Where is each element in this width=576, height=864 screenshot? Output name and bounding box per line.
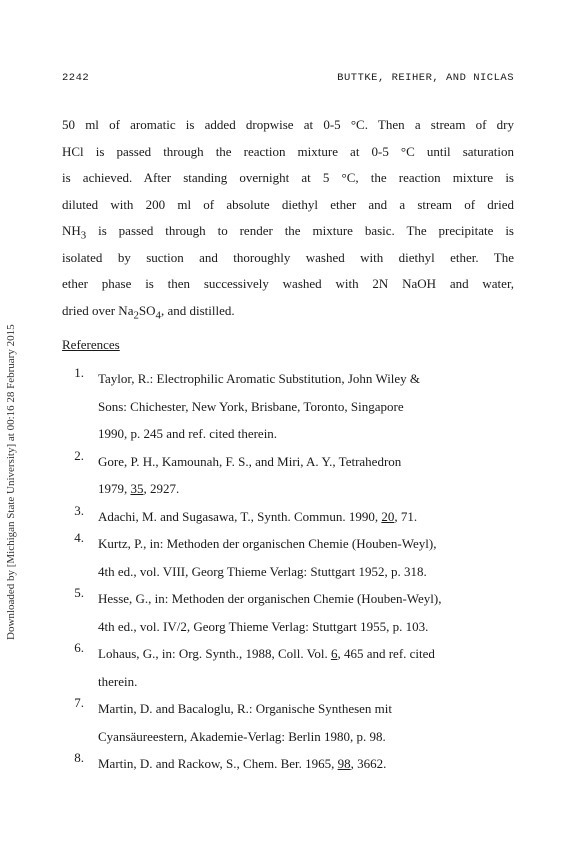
- reference-number: 6.: [74, 640, 84, 655]
- reference-item: [62, 365, 532, 448]
- references-heading: References: [62, 337, 120, 352]
- reference-number: 7.: [74, 695, 84, 710]
- reference-number: 1.: [74, 365, 84, 380]
- reference-line: Cyansäureestern, Akademie-Verlag: Berlin 1980, p. 98.: [98, 728, 386, 744]
- page-number: 2242: [62, 72, 90, 84]
- reference-line: Sons: Chichester, New York, Brisbane, Toronto, Singapore: [98, 398, 404, 414]
- reference-line: Gore, P. H., Kamounah, F. S., and Miri, A. Y., Tetrahedron: [98, 453, 402, 469]
- body-line: ether phase is then successively washed with 2N NaOH and water,: [62, 276, 514, 291]
- volume-number: 20: [381, 508, 395, 524]
- formula-nh: NH: [62, 223, 81, 238]
- text-fragment: Martin, D. and Rackow, S., Chem. Ber. 1965,: [98, 756, 338, 771]
- reference-line: 4th ed., vol. VIII, Georg Thieme Verlag: Stuttgart 1952, p. 318.: [98, 563, 427, 579]
- reference-line: [62, 640, 532, 668]
- text-fragment: Adachi, M. and Sugasawa, T., Synth. Commun. 1990,: [98, 508, 382, 524]
- body-line: diluted with 200 ml of absolute diethyl ether and a stream of dried: [62, 196, 514, 212]
- reference-number: 2.: [74, 447, 84, 463]
- text-fragment: Lohaus, G., in: Org. Synth., 1988, Coll. Vol.: [98, 646, 331, 661]
- reference-number: 8.: [74, 750, 84, 765]
- body-line: [62, 298, 514, 325]
- body-text-fragment: dried over Na: [62, 302, 134, 318]
- reference-line: Hesse, G., in: Methoden der organischen Chemie (Houben-Weyl),: [98, 591, 442, 606]
- reference-item: [62, 585, 532, 640]
- reference-item: [62, 530, 532, 585]
- reference-line: therein.: [98, 673, 138, 689]
- reference-number: 4.: [74, 530, 84, 545]
- running-head: BUTTKE, REIHER, AND NICLAS: [337, 72, 514, 84]
- volume-number: 6: [330, 646, 338, 661]
- body-line: [62, 218, 514, 245]
- subscript: 3: [80, 229, 87, 242]
- reference-line: [62, 750, 532, 778]
- reference-item: [62, 448, 532, 503]
- reference-item: [62, 695, 532, 750]
- body-text-fragment: is passed through to render the mixture basic. The precipitate is: [86, 223, 514, 238]
- reference-number: 3.: [74, 502, 84, 518]
- reference-item: [62, 503, 532, 531]
- body-text-fragment: , and distilled.: [160, 302, 235, 318]
- volume-number: 98: [337, 756, 351, 771]
- body-line: 50 ml of aromatic is added dropwise at 0-5 °C. Then a stream of dry: [62, 117, 514, 132]
- body-text-fragment: SO: [138, 302, 156, 318]
- text-fragment: , 2927.: [143, 481, 180, 496]
- references-list: [62, 365, 532, 778]
- subscript: 4: [155, 309, 161, 322]
- body-line: HCl is passed through the reaction mixture at 0-5 °C until saturation: [62, 143, 514, 159]
- reference-line: Kurtz, P., in: Methoden der organischen Chemie (Houben-Weyl),: [98, 536, 437, 551]
- body-line: isolated by suction and thoroughly washed with diethyl ether. The: [62, 249, 514, 265]
- body-line: is achieved. After standing overnight at 5 °C, the reaction mixture is: [62, 170, 514, 185]
- text-fragment: , 465 and ref. cited: [337, 646, 435, 661]
- volume-number: 35: [130, 481, 144, 496]
- body-paragraph: [62, 112, 514, 324]
- reference-line: Martin, D. and Bacaloglu, R.: Organische Synthesen mit: [98, 701, 393, 716]
- download-watermark: [2, 240, 16, 640]
- text-fragment: , 71.: [394, 508, 418, 524]
- text-fragment: , 3662.: [350, 756, 387, 771]
- download-notice: Downloaded by [Michigan State University] at 00:16 28 February 2015: [5, 324, 17, 640]
- reference-line: 1990, p. 245 and ref. cited therein.: [98, 426, 278, 441]
- reference-line: 4th ed., vol. IV/2, Georg Thieme Verlag: Stuttgart 1955, p. 103.: [98, 618, 429, 634]
- reference-number: 5.: [74, 585, 84, 600]
- reference-line: Taylor, R.: Electrophilic Aromatic Substitution, John Wiley &: [98, 371, 421, 386]
- subscript: 2: [133, 309, 139, 322]
- reference-line: [62, 475, 532, 503]
- reference-item: [62, 640, 532, 695]
- text-fragment: 1979,: [98, 481, 131, 496]
- reference-item: [62, 750, 532, 778]
- reference-line: [62, 503, 532, 531]
